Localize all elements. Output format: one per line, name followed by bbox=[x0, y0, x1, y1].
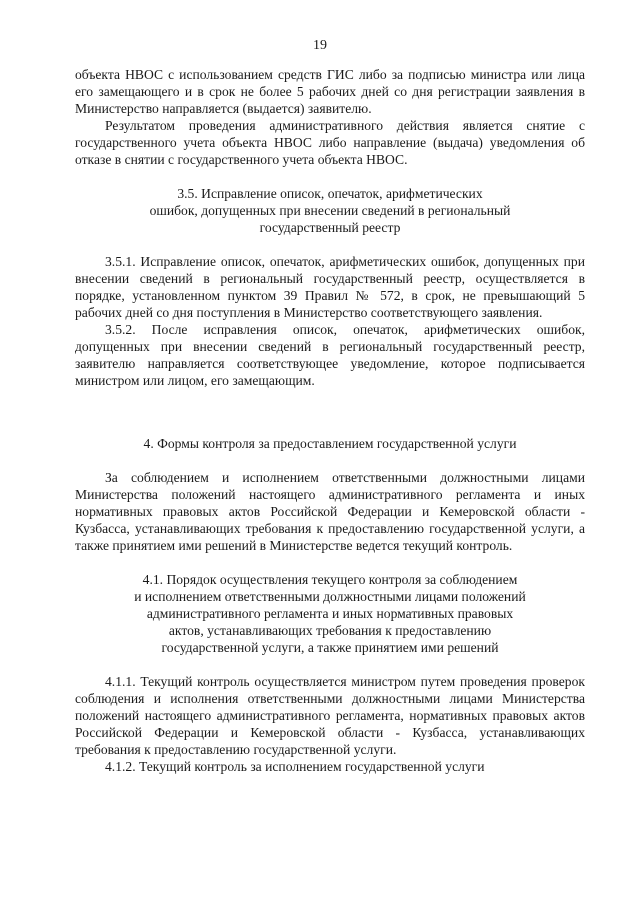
heading-line: государственной услуги, а также принятием ими решений bbox=[161, 640, 499, 655]
section-heading-4-1 bbox=[75, 571, 585, 656]
heading-line: государственный реестр bbox=[259, 220, 401, 235]
page-number: 19 bbox=[313, 38, 327, 53]
heading-line: актов, устанавливающих требования к предоставлению bbox=[168, 623, 492, 638]
paragraph-3-5-2: 3.5.2. После исправления описок, опечаток, арифметических ошибок, допущенных при внесении сведений в региональный государственный реестр, заявителю направляется соответствующее уведомление, которое подписывается министром или лицом, его замещающим. bbox=[75, 322, 585, 388]
paragraph-4-1-1: 4.1.1. Текущий контроль осуществляется министром путем проведения проверок соблюдения и исполнения ответственными должностными лицами Министерства положений настоящего административного регламента, нормативных правовых актов Российской Федерации и Кемеровской области - Кузбасса, устанавливающих требования к предоставлению государственной услуги. bbox=[75, 674, 585, 757]
heading-line: 4.1. Порядок осуществления текущего контроля за соблюдением bbox=[142, 572, 518, 587]
heading-line: административного регламента и иных нормативных правовых bbox=[146, 606, 514, 621]
paragraph-4: За соблюдением и исполнением ответственными должностными лицами Министерства положений настоящего административного регламента и иных нормативных правовых актов Российской Федерации и Кемеровской области - Кузбасса, устанавливающих требования к предоставлению государственной услуги, а также принятием ими решений в Министерстве ведется текущий контроль. bbox=[75, 470, 585, 553]
paragraph-result: Результатом проведения административного действия является снятие с государственного учета объекта НВОС либо направление (выдача) уведомления об отказе в снятии с государственного учета объекта НВОС. bbox=[75, 118, 585, 167]
heading-line: 3.5. Исправление описок, опечаток, арифметических bbox=[177, 186, 483, 201]
heading-line: и исполнением ответственными должностными лицами положений bbox=[134, 589, 526, 604]
document-body bbox=[75, 66, 585, 775]
paragraph-3-5-1: 3.5.1. Исправление описок, опечаток, арифметических ошибок, допущенных при внесении сведений в региональный государственный реестр, осуществляется в порядке, установленном пунктом 39 Правил № 572, в срок, не превышающий 5 рабочих дней со дня поступления в Министерство соответствующего заявления. bbox=[75, 254, 585, 320]
heading-line: ошибок, допущенных при внесении сведений в региональный bbox=[149, 203, 511, 218]
paragraph-continuation: объекта НВОС с использованием средств ГИС либо за подписью министра или лица его замещающего и в срок не более 5 рабочих дней со дня регистрации заявления в Министерство направляется (выдается) заявителю. bbox=[75, 67, 585, 116]
paragraph-4-1-2: 4.1.2. Текущий контроль за исполнением государственной услуги bbox=[105, 759, 485, 774]
section-heading-4: 4. Формы контроля за предоставлением государственной услуги bbox=[143, 436, 517, 451]
section-heading-3-5 bbox=[75, 185, 585, 236]
